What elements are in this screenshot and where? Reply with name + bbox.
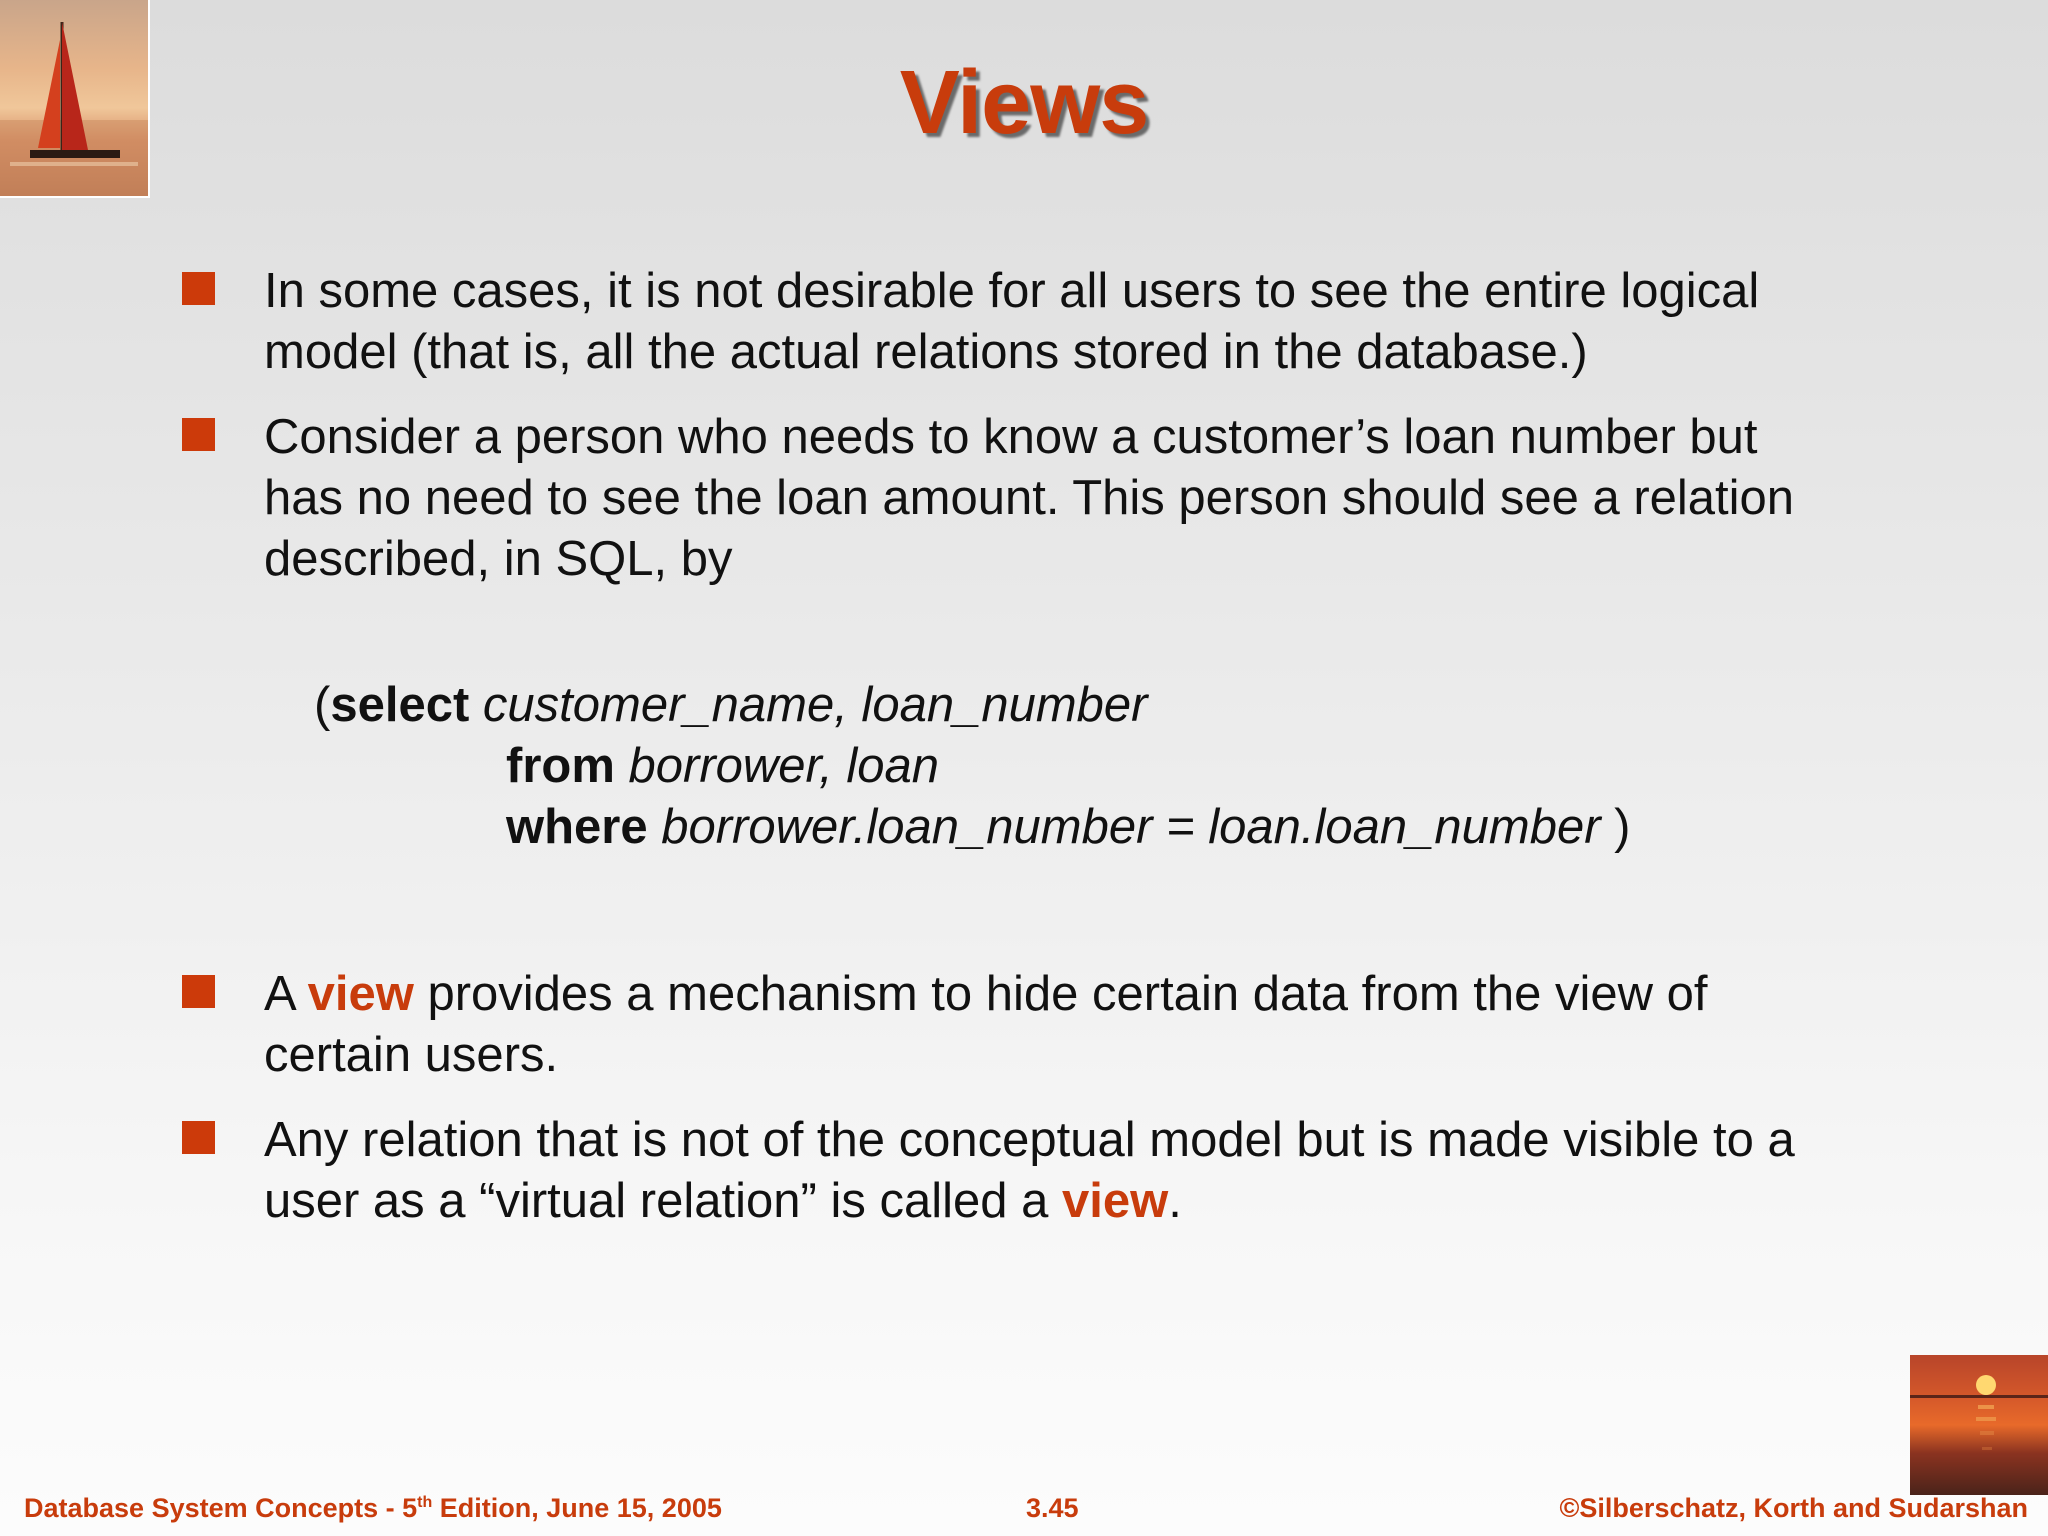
bullet-1-line-1: In some cases, it is not desirable for all users to see the entire logical [264,264,1760,318]
bullet-marker-3 [182,975,215,1008]
bullet-text-2 [264,407,1794,590]
bullet-text-3 [264,964,1708,1086]
sql-where-condition: borrower.loan_number = loan.loan_number [647,800,1601,854]
sunset-image [1910,1355,2048,1495]
bullet-2-line-3: described, in SQL, by [264,532,733,586]
bullet-text-1 [264,261,1759,383]
bullet-2-line-2: has no need to see the loan amount. This person should see a relation [264,471,1795,525]
sql-keyword-from: from [506,739,615,793]
footer-title-sup: th [417,1494,433,1511]
footer-page-number: 3.45 [1026,1493,1079,1523]
sql-from-tables: borrower, loan [614,739,940,793]
bullet-4-suffix: . [1168,1174,1182,1228]
bullet-marker-1 [182,272,215,305]
sql-open-paren: ( [314,678,331,732]
footer-title-main: Database System Concepts - 5 [24,1493,418,1523]
sql-from-line [506,736,939,797]
bullet-4-line-2 [264,1171,1795,1232]
bullet-3-rest: provides a mechanism to hide certain data from the view of [413,967,1708,1021]
bullet-3-prefix: A [264,967,308,1021]
bullet-3-line-1 [264,964,1708,1025]
bullet-4-prefix: user as a “virtual relation” is called a [264,1174,1062,1228]
slide-title: Views [899,53,1149,153]
bullet-3-line-2: certain users. [264,1028,559,1082]
sql-keyword-select: select [330,678,470,732]
sql-keyword-where: where [506,800,648,854]
sql-close-paren: ) [1600,800,1631,854]
sql-where-line [506,797,1630,858]
footer-copyright: ©Silberschatz, Korth and Sudarshan [1559,1493,2028,1523]
bullet-4-line-1: Any relation that is not of the conceptual model but is made visible to a [264,1113,1795,1167]
bullet-marker-4 [182,1121,215,1154]
bullet-marker-2 [182,418,215,451]
bullet-2-line-1: Consider a person who needs to know a customer’s loan number but [264,410,1758,464]
footer-book-title [24,1493,722,1524]
term-view-2: view [1061,1174,1169,1228]
sql-select-line [314,675,1147,736]
term-view-1: view [307,967,414,1021]
sunset-icon [1910,1355,2048,1495]
bullet-1-line-2: model (that is, all the actual relations stored in the database.) [264,325,1588,379]
bullet-text-4 [264,1110,1795,1232]
sql-select-columns: customer_name, loan_number [469,678,1148,732]
footer-title-edition: Edition, June 15, 2005 [432,1493,722,1523]
